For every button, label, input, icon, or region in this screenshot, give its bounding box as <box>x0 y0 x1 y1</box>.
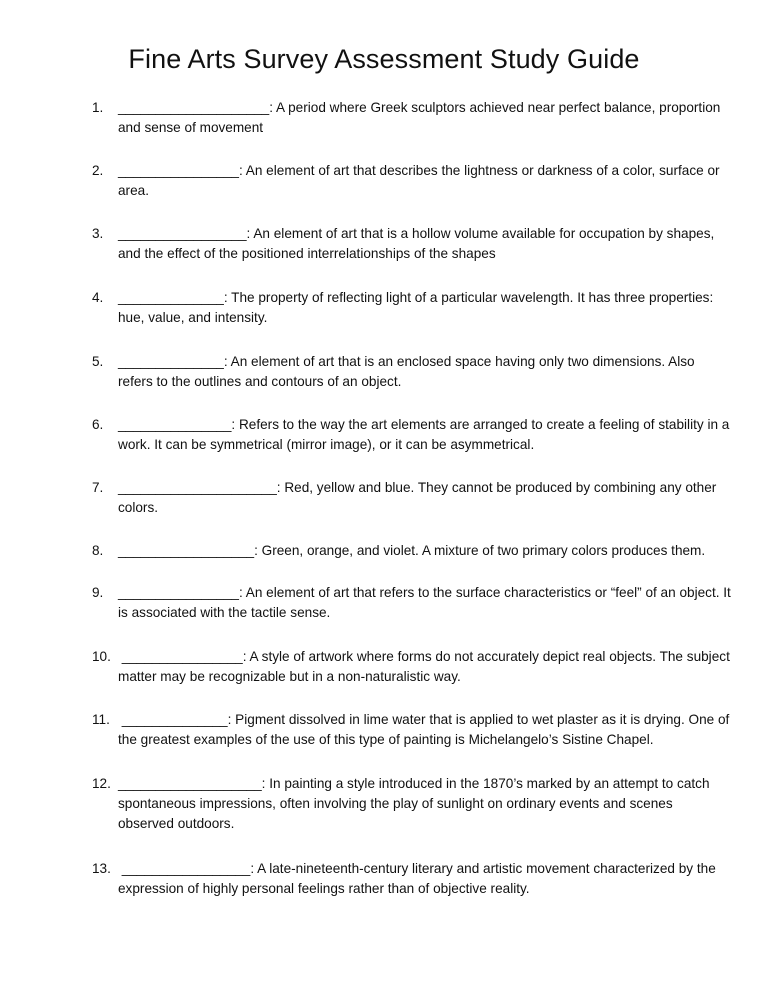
question-text: : An element of art that describes the lightness or darkness of a color, surface or area. <box>118 163 720 198</box>
question-5 <box>92 352 732 392</box>
answer-blank: ________________ <box>118 585 239 600</box>
question-number: 9. <box>92 585 104 600</box>
answer-blank: _____________________ <box>118 480 277 495</box>
answer-blank: ___________________ <box>118 776 262 791</box>
question-9 <box>92 583 732 623</box>
answer-blank: ______________ <box>118 712 228 727</box>
question-11 <box>92 710 732 750</box>
question-number: 12. <box>92 776 111 791</box>
question-text: : Pigment dissolved in lime water that is applied to wet plaster as it is drying. One of the greatest examples of the use of this type of painting is Michelangelo’s Sistine Chapel. <box>118 712 730 747</box>
question-number: 2. <box>92 163 104 178</box>
answer-blank: __________________ <box>118 543 255 558</box>
question-number: 8. <box>92 543 104 558</box>
question-number: 13. <box>92 861 111 876</box>
question-6 <box>92 415 732 455</box>
question-text: : An element of art that refers to the surface characteristics or “feel” of an object. It is associated with the tactile sense. <box>118 585 731 620</box>
question-text: : In painting a style introduced in the 1870’s marked by an attempt to catch spontaneous impressions, often involving the play of sunlight on ordinary events and scenes observed outdoors. <box>118 776 710 831</box>
question-1 <box>92 98 732 138</box>
answer-blank: ________________ <box>118 649 243 664</box>
answer-blank: ____________________ <box>118 100 270 115</box>
answer-blank: _______________ <box>118 417 232 432</box>
question-text: : An element of art that is a hollow volume available for occupation by shapes, and the effect of the positioned interrelationships of the shapes <box>118 226 715 261</box>
question-text: : A style of artwork where forms do not accurately depict real objects. The subject matter may be recognizable but in a non-naturalistic way. <box>118 649 730 684</box>
question-text: : Green, orange, and violet. A mixture of two primary colors produces them. <box>254 543 706 558</box>
answer-blank: ______________ <box>118 290 224 305</box>
question-text: : An element of art that is an enclosed space having only two dimensions. Also refers to the outlines and contours of an object. <box>118 354 695 389</box>
question-7 <box>92 478 732 518</box>
question-text: : The property of reflecting light of a particular wavelength. It has three properties: hue, value, and intensity. <box>118 290 714 325</box>
page-title: Fine Arts Survey Assessment Study Guide <box>128 44 640 74</box>
question-number: 3. <box>92 226 104 241</box>
answer-blank: ______________ <box>118 354 224 369</box>
question-text: : A late-nineteenth-century literary and artistic movement characterized by the expression of highly personal feelings rather than of objective reality. <box>118 861 716 896</box>
question-10 <box>92 647 732 687</box>
question-2 <box>92 161 732 201</box>
question-8 <box>92 541 732 561</box>
answer-blank: _________________ <box>118 226 247 241</box>
question-text: : Red, yellow and blue. They cannot be produced by combining any other colors. <box>118 480 717 515</box>
answer-blank: ________________ <box>118 163 239 178</box>
question-number: 4. <box>92 290 104 305</box>
question-number: 1. <box>92 100 104 115</box>
question-text: : Refers to the way the art elements are arranged to create a feeling of stability in a work. It can be symmetrical (mirror image), or it can be asymmetrical. <box>118 417 730 452</box>
question-number: 6. <box>92 417 104 432</box>
question-3 <box>92 224 732 264</box>
question-number: 10. <box>92 649 111 664</box>
answer-blank: _________________ <box>118 861 251 876</box>
question-13 <box>92 859 732 899</box>
question-number: 7. <box>92 480 104 495</box>
question-12 <box>92 774 732 834</box>
question-number: 5. <box>92 354 104 369</box>
question-number: 11. <box>92 712 110 727</box>
question-4 <box>92 288 732 328</box>
question-text: : A period where Greek sculptors achieved near perfect balance, proportion and sense of movement <box>118 100 721 135</box>
